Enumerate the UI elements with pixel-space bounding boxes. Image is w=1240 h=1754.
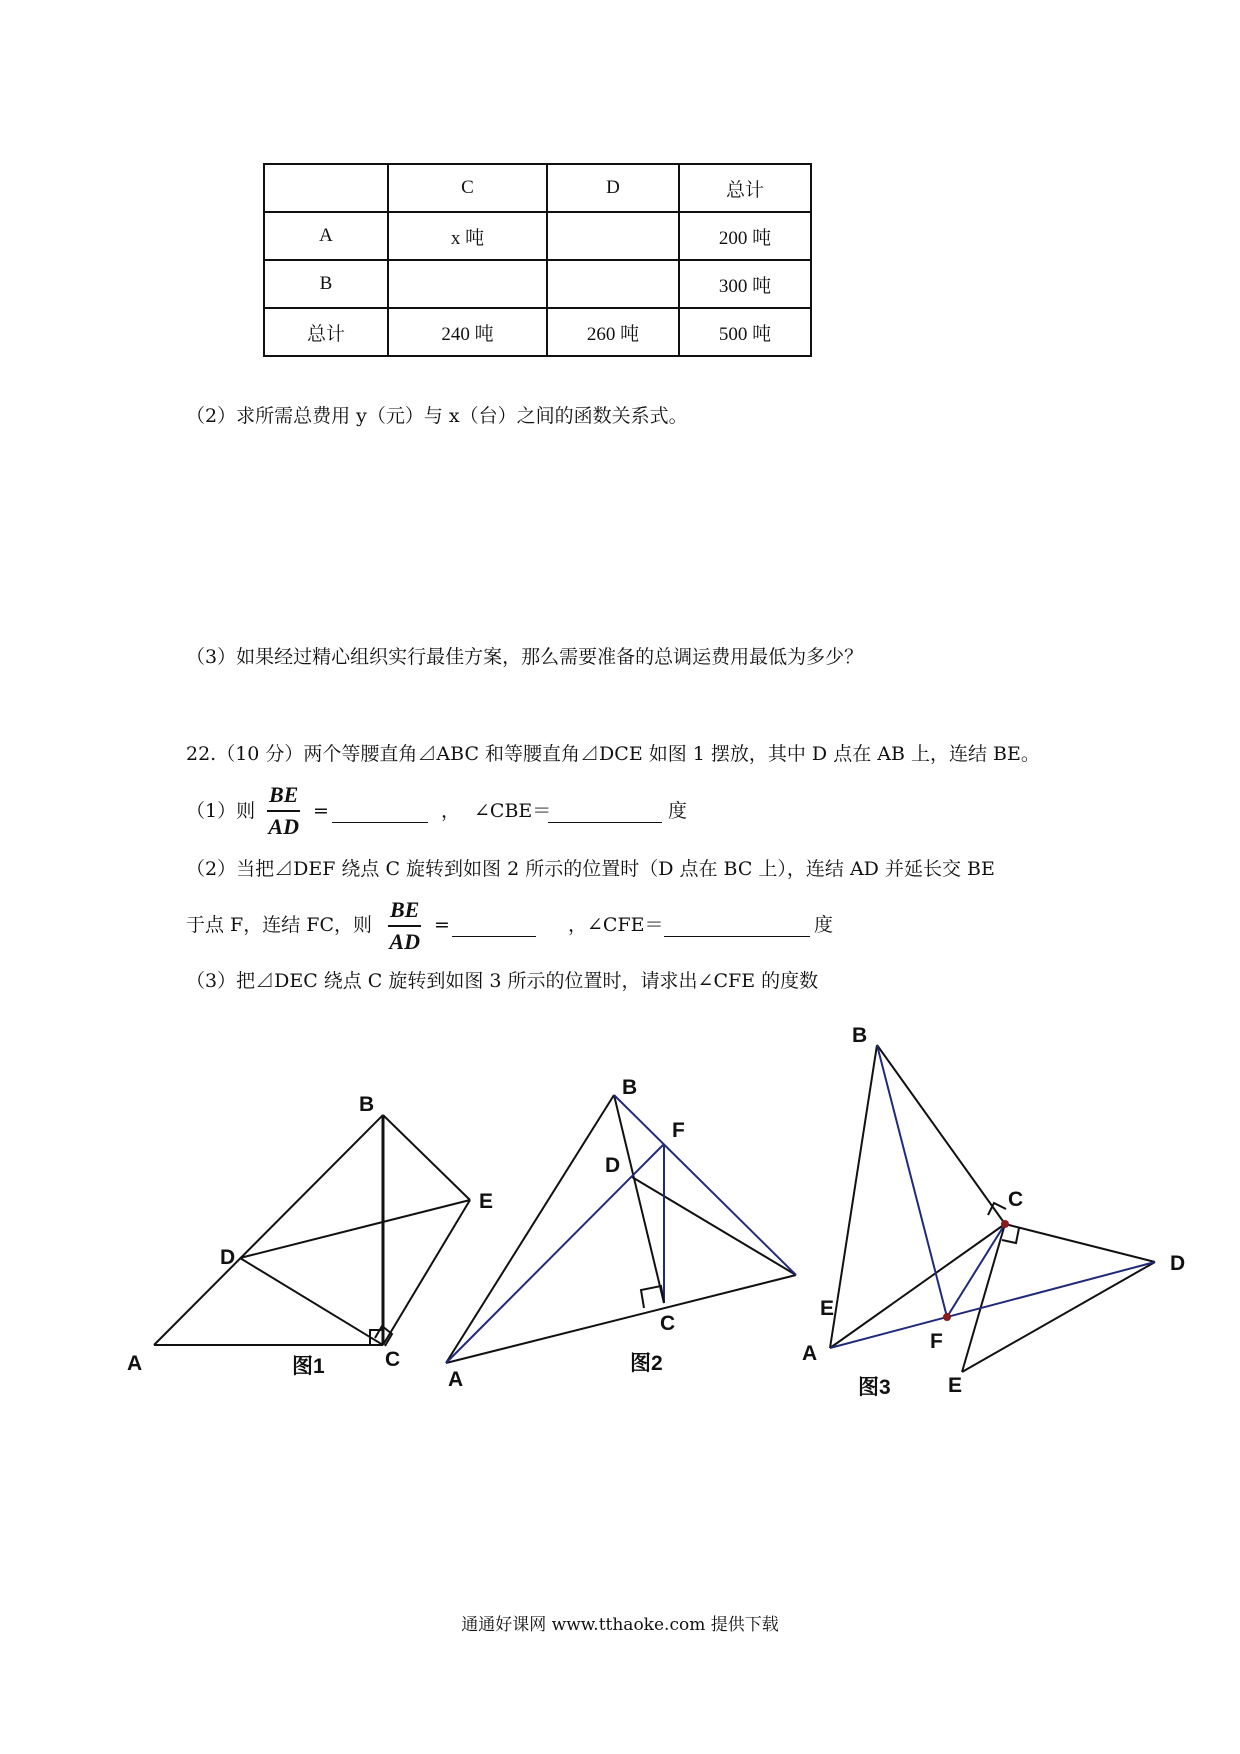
unit-degree: 度 <box>668 800 688 822</box>
fraction-denominator: AD <box>388 925 421 955</box>
equals-sign: = <box>434 914 450 936</box>
table-cell <box>547 212 679 260</box>
problem-22-part1-prefix: （1）则 <box>186 800 256 822</box>
table-cell: B <box>264 260 388 308</box>
point-label-d: D <box>1170 1252 1186 1275</box>
problem-22-title: 22.（10 分）两个等腰直角⊿ABC 和等腰直角⊿DCE 如图 1 摆放，其中 D 点在 AB 上，连结 BE。 <box>186 743 1040 765</box>
problem-22-part2-line1: （2）当把⊿DEF 绕点 C 旋转到如图 2 所示的位置时（D 点在 BC 上），连结 AD 并延长交 BE <box>186 858 995 880</box>
table-cell: 200 吨 <box>679 212 811 260</box>
segment-de <box>632 1177 796 1275</box>
point-label-e: E <box>479 1190 494 1213</box>
segment-ce <box>962 1224 1005 1372</box>
answer-blank[interactable] <box>332 804 428 823</box>
unit-degree: 度 <box>814 914 834 936</box>
point-label-b: B <box>359 1093 375 1116</box>
table-cell: 总计 <box>679 164 811 212</box>
table-cell: 500 吨 <box>679 308 811 356</box>
problem-22-part2-prefix: 于点 F，连结 FC，则 <box>186 914 372 936</box>
segment-bc <box>614 1095 664 1303</box>
table-cell: D <box>547 164 679 212</box>
table-cell: A <box>264 212 388 260</box>
point-label-f: F <box>672 1119 685 1142</box>
fraction-be-ad <box>388 897 421 955</box>
figure-2 <box>446 1095 796 1363</box>
figure-2-labels <box>448 1076 685 1391</box>
problem-22-part3: （3）把⊿DEC 绕点 C 旋转到如图 3 所示的位置时，请求出∠CFE 的度数 <box>186 970 819 992</box>
figure-1 <box>154 1115 470 1346</box>
point-label-b: B <box>622 1076 638 1099</box>
answer-blank[interactable] <box>548 804 662 823</box>
point-label-c: C <box>1008 1188 1024 1211</box>
segment-be <box>877 1045 947 1317</box>
fraction-be-ad <box>267 782 300 840</box>
right-angle-mark <box>1002 1228 1019 1243</box>
segment-bc <box>877 1045 1005 1224</box>
figure-caption: 图2 <box>630 1352 663 1375</box>
segment-cd <box>1005 1224 1155 1262</box>
fraction-numerator: BE <box>390 897 420 922</box>
figure-3-labels <box>802 1024 1185 1399</box>
point-label-b: B <box>852 1024 868 1047</box>
point-label-a: A <box>802 1342 818 1365</box>
table-cell: 300 吨 <box>679 260 811 308</box>
equals-sign: = <box>313 800 329 822</box>
angle-cbe-label: ∠CBE＝ <box>474 800 552 822</box>
point-label-a: A <box>127 1352 143 1375</box>
figure-1-labels <box>127 1093 493 1378</box>
table-cell: 总计 <box>264 308 388 356</box>
table-cell <box>388 260 547 308</box>
segment-ae <box>446 1275 796 1363</box>
footer-text: 通通好课网 www.tthaoke.com 提供下载 <box>461 1615 779 1635</box>
point-label-d: D <box>605 1154 621 1177</box>
table-cell: 260 吨 <box>547 308 679 356</box>
segment-ad <box>830 1262 1155 1348</box>
table-cell: 240 吨 <box>388 308 547 356</box>
point-label-e: E <box>948 1374 963 1397</box>
point-label-e: E <box>820 1297 835 1320</box>
segment-de <box>240 1200 470 1258</box>
separator: ， <box>441 800 461 822</box>
segment-ab <box>446 1095 614 1363</box>
answer-blank[interactable] <box>664 918 810 937</box>
point-label-c: C <box>660 1312 676 1335</box>
angle-cfe-label: ，∠CFE＝ <box>568 914 664 936</box>
fraction-numerator: BE <box>269 782 299 807</box>
point-label-d: D <box>220 1246 236 1269</box>
segment-be <box>614 1095 796 1275</box>
segment-ac <box>830 1224 1005 1348</box>
point-f-dot <box>944 1314 950 1320</box>
point-c-dot <box>1002 1221 1008 1227</box>
table-row <box>264 260 811 308</box>
table-cell <box>264 164 388 212</box>
table-header-row <box>264 164 811 212</box>
table-cell: x 吨 <box>388 212 547 260</box>
point-label-c: C <box>385 1348 401 1371</box>
point-label-a: A <box>448 1368 464 1391</box>
fraction-denominator: AD <box>267 810 300 840</box>
table-cell: C <box>388 164 547 212</box>
segment-af <box>446 1144 664 1363</box>
figure-caption: 图3 <box>858 1376 891 1399</box>
question-3: （3）如果经过精心组织实行最佳方案，那么需要准备的总调运费用最低为多少？ <box>186 646 864 668</box>
table-cell <box>547 260 679 308</box>
point-label-f: F <box>930 1330 943 1353</box>
segment-be <box>383 1115 470 1200</box>
figure-3 <box>830 1045 1155 1372</box>
figure-caption: 图1 <box>292 1355 325 1378</box>
distribution-table <box>263 163 812 357</box>
answer-blank[interactable] <box>452 918 536 937</box>
geometry-figures <box>0 1000 1240 1420</box>
segment-ab <box>830 1045 877 1348</box>
segment-dc <box>240 1258 383 1345</box>
table-row <box>264 308 811 356</box>
segment-ce <box>383 1200 470 1345</box>
question-2: （2）求所需总费用 y（元）与 x（台）之间的函数关系式。 <box>186 405 688 427</box>
table-row <box>264 212 811 260</box>
segment-ed <box>962 1262 1155 1372</box>
